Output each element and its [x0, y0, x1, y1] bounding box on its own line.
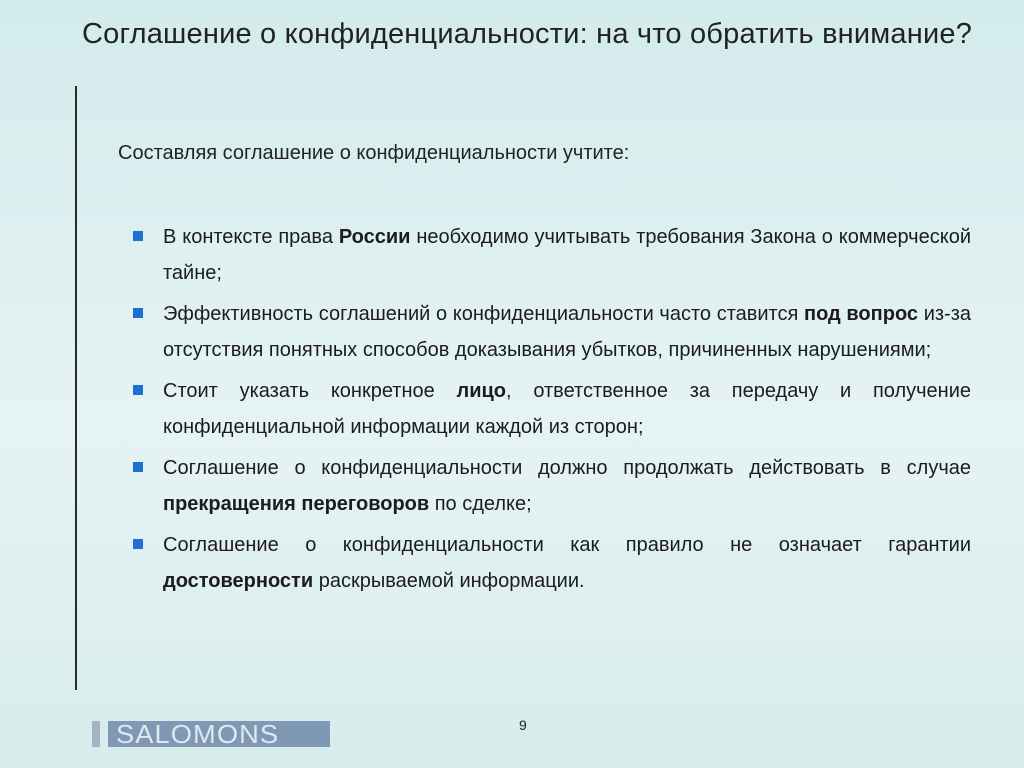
logo-text: SALOMONS — [116, 719, 280, 749]
slide-title: Соглашение о конфиденциальности: на что обратить внимание? — [82, 18, 973, 50]
square-bullet-icon — [133, 231, 143, 241]
bullet-text: из-за отсутствия понятных способов доказывания убытков, причиненных нарушениями; — [163, 303, 972, 361]
bullet-text: Соглашение о конфиденциальности должно продолжать действовать в случае — [163, 457, 971, 479]
bullet-text: В контексте права — [163, 226, 339, 248]
bullet-list — [133, 220, 971, 605]
bullet-item — [133, 220, 971, 291]
bullet-text: Стоит указать конкретное — [163, 380, 457, 402]
salomons-logo — [92, 721, 330, 747]
bullet-text: Эффективность соглашений о конфиденциальности часто ставится — [163, 303, 804, 325]
bullet-text: по сделке; — [429, 492, 532, 515]
square-bullet-icon — [133, 462, 143, 472]
bullet-item — [133, 297, 971, 368]
bullet-item — [133, 451, 971, 522]
square-bullet-icon — [133, 308, 143, 318]
bullet-text: раскрываемой информации. — [313, 569, 585, 592]
bullet-emphasis: прекращения переговоров — [163, 492, 430, 515]
intro-text: Составляя соглашение о конфиденциальности учтите: — [118, 142, 630, 164]
bullet-item — [133, 374, 971, 445]
bullet-item — [133, 528, 971, 599]
bullet-emphasis: лицо — [456, 380, 507, 402]
bullet-emphasis: под вопрос — [804, 303, 919, 325]
square-bullet-icon — [133, 385, 143, 395]
vertical-divider — [75, 86, 77, 690]
bullet-emphasis: России — [338, 226, 411, 248]
bullet-emphasis: достоверности — [163, 569, 314, 592]
logo-box — [108, 721, 330, 747]
square-bullet-icon — [133, 539, 143, 549]
bullet-text: Соглашение о конфиденциальности как правило не означает гарантии — [163, 534, 971, 556]
bullet-text: необходимо учитывать требования Закона о коммерческой тайне; — [163, 226, 971, 284]
page-number: 9 — [519, 717, 527, 733]
logo-bar — [92, 721, 100, 747]
bullet-text: , ответственное за передачу и получение конфиденциальной информации каждой из сторон; — [163, 380, 972, 438]
